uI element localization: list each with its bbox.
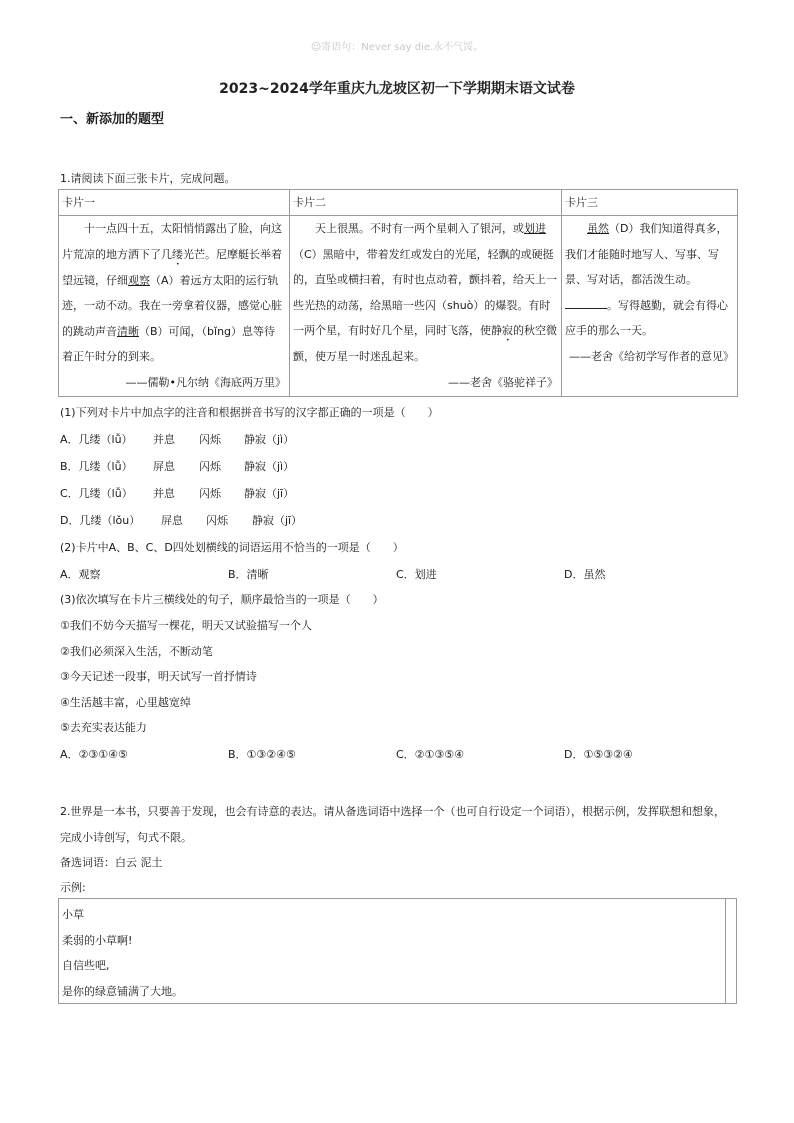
card-2-text: 天上很黑。不时有一两个星刺入了银河，或划进（C）黑暗中，带着发红或发白的光尾，轻飘的或硬挺的，直坠或横扫着，有时也点动着，颤抖着，给天上一些光热的动荡，给黑暗一些闪（shuò）的爆裂。有时一两个星，有时好几个星，同时飞落，使静寂的秋空微颤，使万星一时迷乱起来。 <box>293 222 557 364</box>
sentence-item: ④生活越丰富，心里越宽绰 <box>60 696 191 709</box>
sub-question-3-stem: (3)依次填写在卡片三横线处的句子，顺序最恰当的一项是（ ） <box>60 593 384 606</box>
underlined-word-a: 观察 <box>128 273 150 287</box>
card-3-text: 虽然（D）我们知道得真多，我们才能随时地写人、写事、写景、写对话，都活泼生动。。写得越勤，就会有得心应手的那么一天。 <box>565 222 728 338</box>
sub2-option-a[interactable]: A．观察 <box>60 568 101 581</box>
section-heading: 一、新添加的题型 <box>60 112 165 127</box>
card-3-source: ——老舍《给初学写作者的意见》 <box>569 349 734 363</box>
sub2-option-b[interactable]: B．清晰 <box>228 568 269 581</box>
question-2-stem-line-1: 2.世界是一本书，只要善于发现，也会有诗意的表达。请从备选词语中选择一个（也可自行设定一个词语），根据示例，发挥联想和想象， <box>60 805 725 818</box>
sub2-option-d[interactable]: D．虽然 <box>564 568 606 581</box>
dotted-char: 缕 <box>172 247 183 261</box>
sub-question-1-stem: (1)下列对卡片中加点字的注音和根据拼音书写的汉字都正确的一项是（ ） <box>60 406 439 419</box>
example-poem-line: 小草 <box>62 908 84 921</box>
page-title: 2023~2024学年重庆九龙坡区初一下学期期末语文试卷 <box>219 81 575 97</box>
underlined-word-b: 清晰 <box>117 324 139 338</box>
sub3-option-b[interactable]: B．①③②④⑤ <box>228 748 296 761</box>
underlined-word-c: 划进 <box>524 222 546 235</box>
card-header-3: 卡片三 <box>562 190 738 216</box>
dotted-char: 寂 <box>502 324 513 338</box>
underlined-word-d: 虽然 <box>587 222 609 235</box>
card-header-1: 卡片一 <box>59 190 290 216</box>
sub3-option-a[interactable]: A．②③①④⑤ <box>60 748 128 761</box>
sub3-option-d[interactable]: D．①⑤③②④ <box>564 748 633 761</box>
sentence-item: ⑤去充实表达能力 <box>60 721 147 734</box>
card-2-source: ——老舍《骆驼祥子》 <box>448 375 558 389</box>
example-poem-box <box>58 898 737 1004</box>
question-1-stem: 1.请阅读下面三张卡片，完成问题。 <box>60 172 236 185</box>
motto-watermark: ☺寄语句：Never say die.永不气馁。 <box>310 42 484 53</box>
fill-blank[interactable] <box>565 296 607 309</box>
example-label: 示例: <box>60 881 86 894</box>
sub2-option-c[interactable]: C．划进 <box>396 568 437 581</box>
sentence-item: ②我们必须深入生活，不断动笔 <box>60 645 213 658</box>
sentence-item: ①我们不妨今天描写一棵花，明天又试验描写一个人 <box>60 619 312 632</box>
example-poem-line: 柔弱的小草啊! <box>62 934 133 947</box>
sub3-option-c[interactable]: C．②①③⑤④ <box>396 748 464 761</box>
example-poem-line: 自信些吧, <box>62 959 110 972</box>
card-1-text: 十一点四十五，太阳悄悄露出了脸，向这片荒凉的地方洒下了几缕光芒。尼摩艇长举着望远镜，仔细观察（A）着远方太阳的运行轨迹，一动不动。我在一旁拿着仪器，感觉心脏的跳动声音清晰（B）可闻，（bǐng）息等待着正午时分的到来。 <box>62 222 282 364</box>
box-divider <box>725 899 726 1003</box>
sentence-item: ③今天记述一段事，明天试写一首抒情诗 <box>60 670 257 683</box>
card-1-source: ——儒勒•凡尔纳《海底两万里》 <box>125 375 286 389</box>
question-2-stem-line-2: 完成小诗创写，句式不限。 <box>60 831 192 844</box>
candidate-words: 备选词语：白云 泥土 <box>60 856 163 869</box>
sub-question-2-stem: (2)卡片中A、B、C、D四处划横线的词语运用不恰当的一项是（ ） <box>60 541 404 554</box>
card-3-body <box>562 216 738 397</box>
card-header-2: 卡片二 <box>290 190 562 216</box>
card-1-body <box>59 216 290 397</box>
card-2-body <box>290 216 562 397</box>
example-poem-line: 是你的绿意铺满了大地。 <box>62 985 183 998</box>
cards-table <box>58 189 738 397</box>
